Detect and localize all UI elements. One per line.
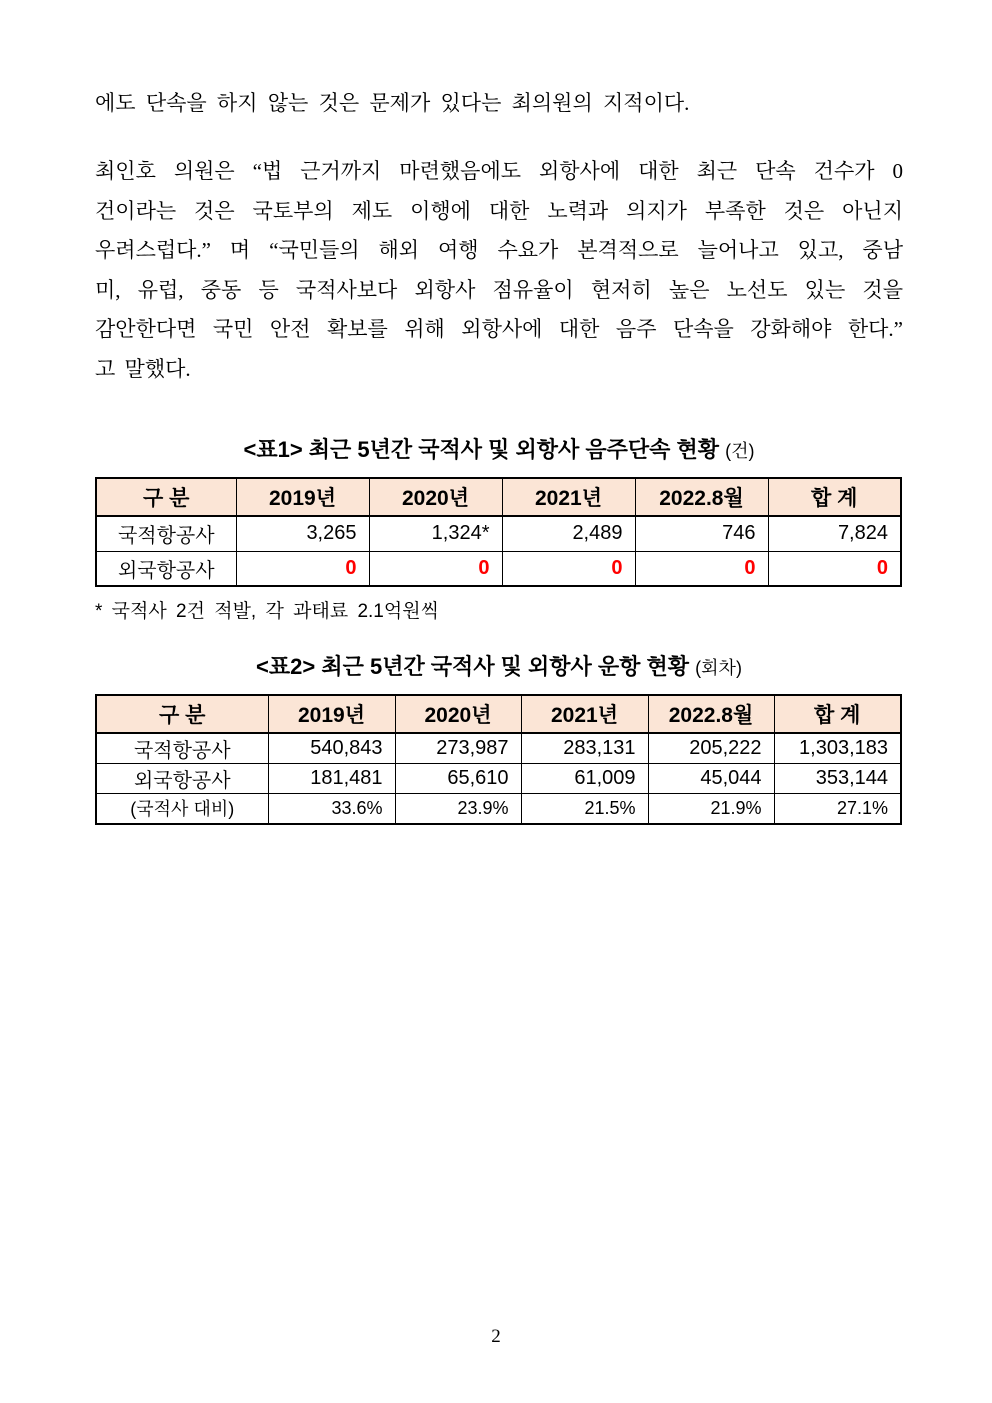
table1-header-2021: 2021년 bbox=[502, 478, 635, 516]
cell-2020: 23.9% bbox=[395, 794, 521, 824]
table2-title bbox=[95, 650, 903, 681]
table2-title-unit: (회차) bbox=[695, 658, 742, 678]
cell-2022aug: 45,044 bbox=[648, 764, 774, 794]
paragraph-2-line-4: 미, 유럽, 중동 등 국적사보다 외항사 점유율이 현저히 높은 노선도 있는 것을 bbox=[95, 277, 903, 302]
table1-title-text: <표1> 최근 5년간 국적사 및 외항사 음주단속 현황 bbox=[243, 437, 719, 462]
table-drunk-driving-enforcement bbox=[95, 477, 902, 587]
cell-2020: 0 bbox=[369, 551, 502, 586]
cell-2021: 0 bbox=[502, 551, 635, 586]
row-label: 외국항공사 bbox=[96, 551, 236, 586]
table1-title bbox=[95, 433, 903, 464]
table2-header-total: 합 계 bbox=[774, 695, 901, 733]
table2-header-category: 구 분 bbox=[96, 695, 268, 733]
paragraph-2-line-1: 최인호 의원은 “법 근거까지 마련했음에도 외항사에 대한 최근 단속 건수가 0 bbox=[95, 159, 903, 183]
table-row-foreign-airlines bbox=[96, 551, 901, 586]
table1-header-total: 합 계 bbox=[768, 478, 901, 516]
table2-header-2019: 2019년 bbox=[268, 695, 395, 733]
table-row-ratio-vs-domestic bbox=[96, 794, 901, 824]
cell-2019: 33.6% bbox=[268, 794, 395, 824]
table1-header-category: 구 분 bbox=[96, 478, 236, 516]
page-number: 2 bbox=[491, 1326, 501, 1347]
table-row-foreign-airlines bbox=[96, 764, 901, 794]
cell-2019: 181,481 bbox=[268, 764, 395, 794]
cell-2019: 0 bbox=[236, 551, 369, 586]
table1-header-2020: 2020년 bbox=[369, 478, 502, 516]
cell-2019: 540,843 bbox=[268, 733, 395, 764]
table1-header-2019: 2019년 bbox=[236, 478, 369, 516]
cell-total: 7,824 bbox=[768, 516, 901, 551]
cell-2020: 273,987 bbox=[395, 733, 521, 764]
row-label: 국적항공사 bbox=[96, 733, 268, 764]
cell-2019: 3,265 bbox=[236, 516, 369, 551]
paragraph-1: 에도 단속을 하지 않는 것은 문제가 있다는 최의원의 지적이다. bbox=[95, 91, 690, 115]
cell-2021: 2,489 bbox=[502, 516, 635, 551]
table2-header-2021: 2021년 bbox=[521, 695, 648, 733]
table1-footnote: * 국적사 2건 적발, 각 과태료 2.1억원씩 bbox=[95, 601, 439, 622]
cell-2021: 21.5% bbox=[521, 794, 648, 824]
table2-title-text: <표2> 최근 5년간 국적사 및 외항사 운항 현황 bbox=[256, 654, 690, 679]
paragraph-2-line-2: 건이라는 것은 국토부의 제도 이행에 대한 노력과 의지가 부족한 것은 아닌지 bbox=[95, 198, 903, 223]
paragraph-2 bbox=[95, 152, 903, 389]
row-label: 국적항공사 bbox=[96, 516, 236, 551]
cell-2021: 61,009 bbox=[521, 764, 648, 794]
paragraph-2-line-5: 감안한다면 국민 안전 확보를 위해 외항사에 대한 음주 단속을 강화해야 한다.” bbox=[95, 317, 903, 341]
table-row-domestic-airlines bbox=[96, 516, 901, 551]
cell-2022aug: 205,222 bbox=[648, 733, 774, 764]
cell-2022aug: 746 bbox=[635, 516, 768, 551]
cell-2021: 283,131 bbox=[521, 733, 648, 764]
table2-header-2022aug: 2022.8월 bbox=[648, 695, 774, 733]
cell-2020: 1,324* bbox=[369, 516, 502, 551]
cell-2022aug: 21.9% bbox=[648, 794, 774, 824]
paragraph-2-line-3: 우려스럽다.” 며 “국민들의 해외 여행 수요가 본격적으로 늘어나고 있고, 중남 bbox=[95, 238, 903, 262]
cell-2020: 65,610 bbox=[395, 764, 521, 794]
table1-header-row bbox=[96, 478, 901, 516]
table-flight-operations bbox=[95, 694, 902, 825]
table2-header-row bbox=[96, 695, 901, 733]
table-row-domestic-airlines bbox=[96, 733, 901, 764]
row-label: (국적사 대비) bbox=[96, 794, 268, 824]
cell-total: 0 bbox=[768, 551, 901, 586]
document-content bbox=[95, 84, 903, 825]
cell-total: 27.1% bbox=[774, 794, 901, 824]
table2-header-2020: 2020년 bbox=[395, 695, 521, 733]
row-label: 외국항공사 bbox=[96, 764, 268, 794]
cell-total: 1,303,183 bbox=[774, 733, 901, 764]
table1-header-2022aug: 2022.8월 bbox=[635, 478, 768, 516]
cell-total: 353,144 bbox=[774, 764, 901, 794]
table1-title-unit: (건) bbox=[725, 441, 755, 461]
paragraph-2-line-6: 고 말했다. bbox=[95, 356, 191, 381]
cell-2022aug: 0 bbox=[635, 551, 768, 586]
